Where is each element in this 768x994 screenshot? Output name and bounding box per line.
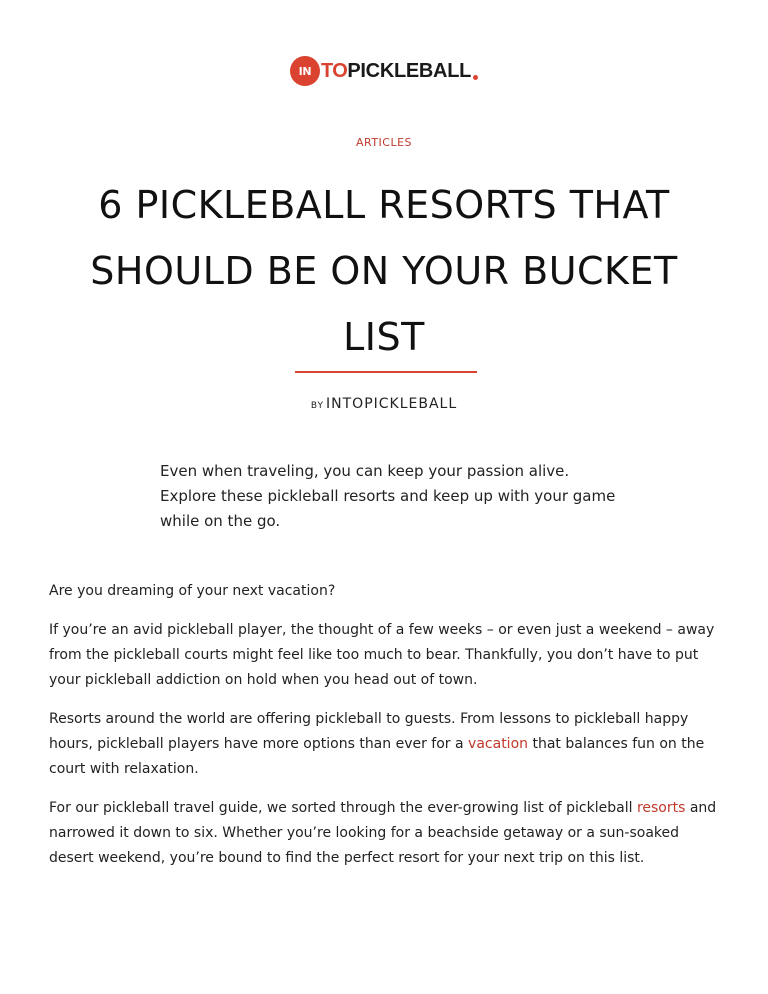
byline <box>0 396 768 412</box>
paragraph-3-text-after: that balances fun on the court with relaxation. <box>49 736 705 777</box>
logo-badge-text: IN <box>298 64 312 78</box>
article-intro: Even when traveling, you can keep your passion alive. Explore these pickleball resorts and keep up with your game while on the go. <box>160 462 616 530</box>
paragraph-3-text-before: Resorts around the world are offering pickleball to guests. From lessons to pickleball happy hours, pickleball players have more options than ever for a <box>49 711 689 752</box>
body-paragraph-1: Are you dreaming of your next vacation? <box>49 583 336 599</box>
article-title: 6 PICKLEBALL RESORTS THAT SHOULD BE ON YOUR BUCKET LIST <box>90 183 678 359</box>
logo-into-rest: TO <box>320 59 348 82</box>
paragraph-4-text-after: and narrowed it down to six. Whether you’re looking for a beachside getaway or a sun-soaked desert weekend, you’re bound to find the perfect resort for your next trip on this list. <box>49 800 717 866</box>
body-paragraph-3 <box>49 707 721 782</box>
logo-wordmark: PICKLEBALL <box>347 59 472 82</box>
body-paragraph-4 <box>49 796 721 871</box>
site-logo[interactable] <box>0 56 768 86</box>
byline-prefix: BY <box>310 401 325 411</box>
vacation-link[interactable]: vacation <box>468 736 529 752</box>
body-paragraph-2: If you’re an avid pickleball player, the thought of a few weeks – or even just a weekend – away from the pickleball courts might feel like too much to bear. Thankfully, you don’t have to put your pickleball addiction on hold when you head out of town. <box>49 622 715 688</box>
article-category[interactable]: ARTICLES <box>355 136 413 149</box>
logo-dot <box>473 75 478 80</box>
byline-author[interactable]: INTOPICKLEBALL <box>326 396 458 412</box>
title-divider <box>295 371 477 373</box>
resorts-link[interactable]: resorts <box>636 800 686 816</box>
paragraph-4-text-before: For our pickleball travel guide, we sorted through the ever-growing list of pickleball <box>49 800 637 816</box>
logo-badge <box>290 56 320 86</box>
article-body <box>49 579 721 885</box>
